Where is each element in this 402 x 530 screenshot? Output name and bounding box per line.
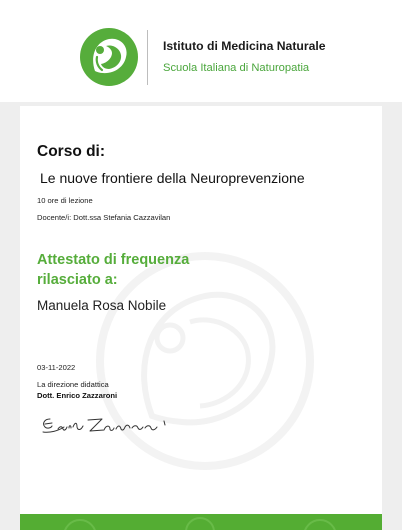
leaf-figure-watermark-icon <box>90 246 320 476</box>
recipient-name: Manuela Rosa Nobile <box>37 298 167 313</box>
leaf-figure-logo-icon <box>79 27 139 87</box>
certificate-card <box>20 106 382 530</box>
footer-band-pattern-icon <box>20 514 382 530</box>
course-title: Le nuove frontiere della Neuroprevenzione <box>40 170 305 186</box>
course-hours: 10 ore di lezione <box>37 196 93 205</box>
course-teacher: Docente/i: Dott.ssa Stefania Cazzavilan <box>37 213 171 222</box>
organization-name: Istituto di Medicina Naturale <box>163 39 326 53</box>
attestato-heading-line2: rilasciato a: <box>37 272 118 288</box>
header-divider <box>147 30 148 85</box>
certificate-header <box>0 0 402 102</box>
attestato-heading-line1: Attestato di frequenza <box>37 252 190 268</box>
director-name: Dott. Enrico Zazzaroni <box>37 391 118 400</box>
organization-subtitle: Scuola Italiana di Naturopatia <box>163 62 310 74</box>
handwritten-signature-icon <box>38 412 178 438</box>
issue-date: 03-11-2022 <box>37 363 76 372</box>
course-label: Corso di: <box>37 143 106 160</box>
footer-band <box>20 514 382 530</box>
certificate-frame <box>0 102 402 530</box>
direction-label: La direzione didattica <box>37 380 109 389</box>
